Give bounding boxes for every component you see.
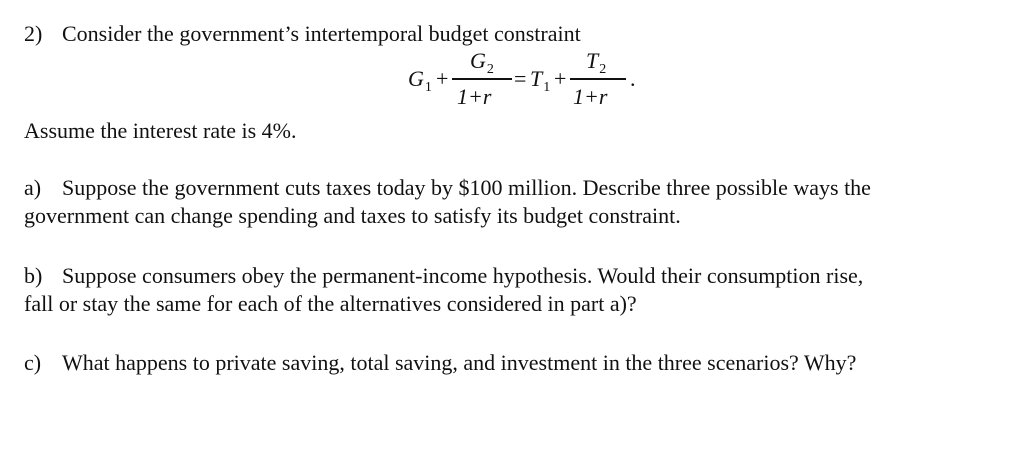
part-text-line: What happens to private saving, total saving, and investment in the three scenarios? Why? (62, 350, 857, 375)
eq-frac2-denominator: 1+r (573, 84, 608, 109)
eq-period: . (630, 66, 636, 91)
eq-frac2-numerator: $T_2$ (586, 48, 607, 77)
eq-frac1-bar (452, 78, 512, 80)
part-label: b) (24, 263, 43, 288)
part-text-line: Suppose the government cuts taxes today by $100 million. Describe three possible ways the (62, 175, 871, 200)
budget-constraint-equation (408, 47, 648, 117)
part-label: a) (24, 175, 42, 200)
eq-plus-2: + (554, 66, 567, 91)
assumption-text: Assume the interest rate is 4%. (24, 118, 297, 143)
eq-frac2-bar (570, 78, 626, 80)
question-header (24, 20, 581, 48)
eq-equals: = (514, 66, 527, 91)
question-number: 2) (24, 21, 43, 46)
eq-t1: $T_1$ (530, 66, 551, 95)
part-text-line: Suppose consumers obey the permanent-income hypothesis. Would their consumption rise, (62, 263, 864, 288)
eq-frac1-denominator: 1+r (457, 84, 492, 109)
part-label: c) (24, 350, 42, 375)
question-prompt: Consider the government’s intertemporal budget constraint (62, 21, 581, 46)
eq-plus-1: + (436, 66, 449, 91)
eq-frac1-numerator: $G_2$ (470, 48, 494, 77)
eq-g1: $G_1$ (408, 66, 432, 95)
part-text-line: fall or stay the same for each of the alternatives considered in part a)? (24, 291, 637, 316)
part-text-line: government can change spending and taxes to satisfy its budget constraint. (24, 203, 681, 228)
